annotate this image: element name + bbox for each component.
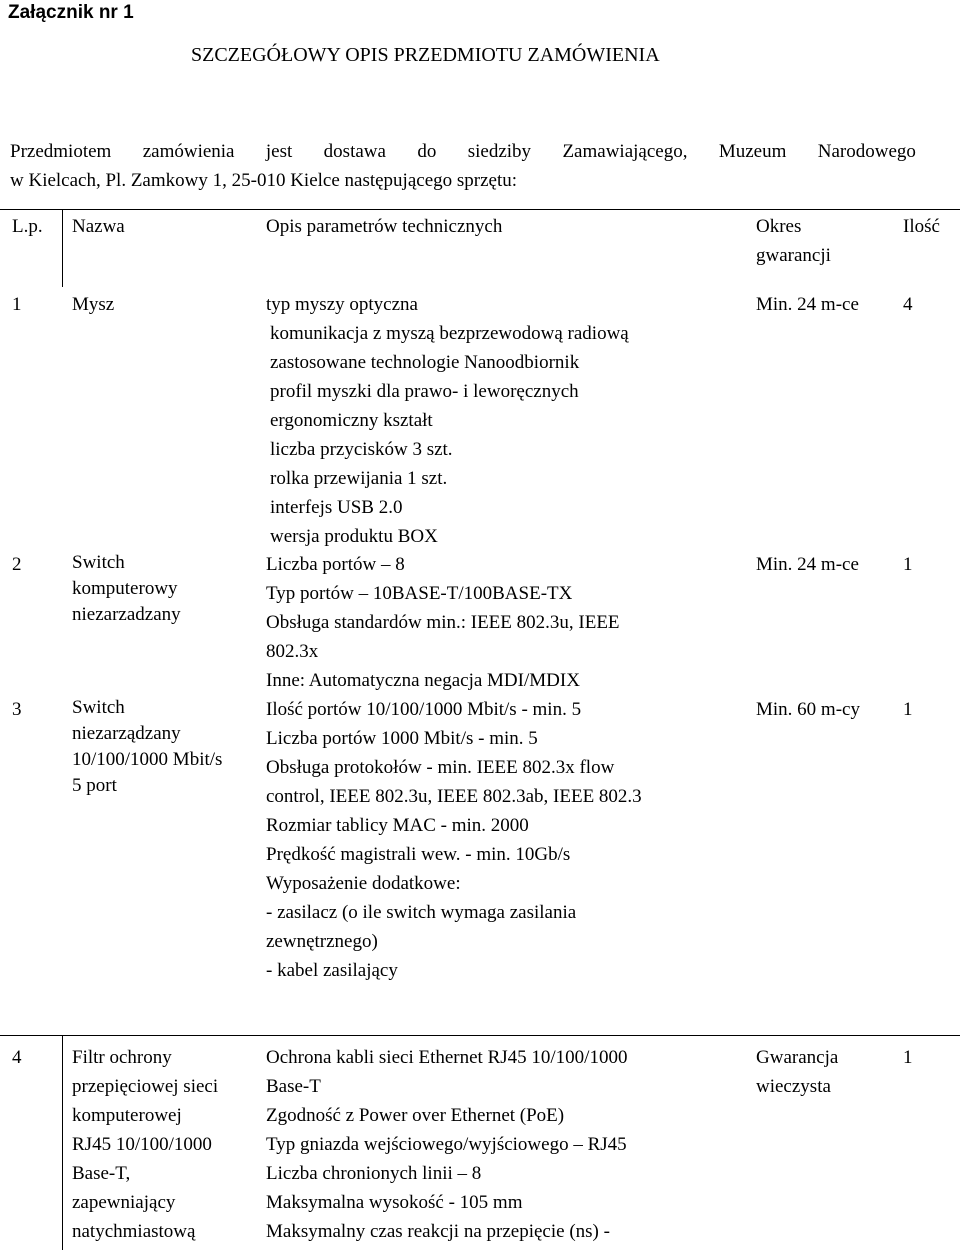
row-3-spec-line: - kabel zasilający [266,960,398,981]
row-4-spec-line: Maksymalna wysokość - 105 mm [266,1192,523,1213]
row-3-spec-line: - zasilacz (o ile switch wymaga zasilania [266,902,577,923]
row-3-spec-line: Ilość portów 10/100/1000 Mbit/s - min. 5 [266,699,582,720]
document-title: SZCZEGÓŁOWY OPIS PRZEDMIOTU ZAMÓWIENIA [191,44,660,66]
column-divider [62,1035,63,1250]
row-1-spec-line: interfejs USB 2.0 [270,497,403,518]
row-3-spec-line: Liczba portów 1000 Mbit/s - min. 5 [266,728,538,749]
row-4-spec-line: Maksymalny czas reakcji na przepięcie (ns) - [266,1221,610,1242]
intro-word: zamówienia [142,141,235,162]
intro-line-2: w Kielcach, Pl. Zamkowy 1, 25-010 Kielce następującego sprzętu: [10,170,518,191]
row-2-spec [266,550,620,695]
row-1-spec-line: liczba przycisków 3 szt. [270,439,453,460]
row-1-spec-line: wersja produktu BOX [270,526,438,547]
row-3-spec [266,695,642,985]
header-warranty [756,212,831,270]
intro-word: do [417,141,437,162]
row-2-name [72,550,181,628]
row-4-name-line: komputerowej [72,1105,182,1126]
row-1-spec-line: zastosowane technologie Nanoodbiornik [270,352,580,373]
row-1-lp: 1 [12,294,22,315]
header-qty: Ilość [903,216,940,237]
row-4-name-line: natychmiastową [72,1221,196,1242]
row-4-spec [266,1043,627,1246]
row-4-warranty-line: wieczysta [756,1076,831,1097]
row-4-name-line: przepięciowej sieci [72,1076,219,1097]
row-2-spec-line: Typ portów – 10BASE-T/100BASE-TX [266,583,573,604]
row-1-spec-line: profil myszki dla prawo- i leworęcznych [270,381,579,402]
row-4-spec-line: Typ gniazda wejściowego/wyjściowego – RJ45 [266,1134,627,1155]
row-4-name-line: Filtr ochrony [72,1047,172,1068]
header-spec: Opis parametrów technicznych [266,216,503,237]
row-4-name-line: Base-T, [72,1163,131,1184]
row-2-warranty: Min. 24 m-ce [756,554,859,575]
row-3-spec-line: Wyposażenie dodatkowe: [266,873,461,894]
row-2-spec-line: Obsługa standardów min.: IEEE 802.3u, IEEE [266,612,620,633]
table-top-border [0,209,960,210]
row-2-spec-line: Inne: Automatyczna negacja MDI/MDIX [266,670,580,691]
header-lp: L.p. [12,216,43,237]
row-4-spec-line: Zgodność z Power over Ethernet (PoE) [266,1105,565,1126]
row-4-name-line: zapewniający [72,1192,176,1213]
row-1-name [72,290,114,319]
row-2-name-line: niezarzadzany [72,604,181,625]
row-4-spec-line: Liczba chronionych linii – 8 [266,1163,482,1184]
row-4-name [72,1043,218,1246]
row-1-spec-line: komunikacja z myszą bezprzewodową radiową [270,323,629,344]
row-3-qty: 1 [903,699,913,720]
row-1-spec [266,290,629,551]
row-1-qty: 4 [903,294,913,315]
intro-word: jest [265,141,293,162]
row-2-name-line: Switch [72,552,125,573]
header-name: Nazwa [72,216,125,237]
intro-word: Muzeum [718,141,787,162]
row-3-name-line: Switch [72,697,125,718]
row-1-name-line: Mysz [72,294,115,315]
row-4-warranty [756,1043,838,1101]
row-4-warranty-line: Gwarancja [756,1047,839,1068]
row-3-warranty: Min. 60 m-cy [756,699,860,720]
row-4-name-line: RJ45 10/100/1000 [72,1134,212,1155]
annex-label: Załącznik nr 1 [8,2,134,23]
intro-line-1 [10,137,916,166]
row-2-qty: 1 [903,554,913,575]
intro-word: siedziby [467,141,532,162]
row-1-spec-line: typ myszy optyczna [266,294,418,315]
row-3-name-line: 10/100/1000 Mbit/s [72,749,223,770]
row-3-name-line: 5 port [72,775,117,796]
intro-word: dostawa [323,141,386,162]
row-3-spec-line: Prędkość magistrali wew. - min. 10Gb/s [266,844,571,865]
row-3-spec-line: Obsługa protokołów - min. IEEE 802.3x flow [266,757,615,778]
row-4-spec-line: Ochrona kabli sieci Ethernet RJ45 10/100/1000 [266,1047,628,1068]
row-3-spec-line: zewnętrznego) [266,931,378,952]
row-2-spec-line: 802.3x [266,641,319,662]
row-4-spec-line: Base-T [266,1076,321,1097]
intro-word: Przedmiotem [10,141,112,162]
row-4-qty: 1 [903,1047,913,1068]
row-2-lp: 2 [12,554,22,575]
intro-word: Zamawiającego, [562,141,688,162]
header-warranty-line: gwarancji [756,245,831,266]
row-3-lp: 3 [12,699,22,720]
intro-word: Narodowego [817,141,916,162]
row-2-spec-line: Liczba portów – 8 [266,554,405,575]
table-row4-top-border [0,1035,960,1036]
row-4-lp: 4 [12,1047,22,1068]
column-divider [62,209,63,287]
row-3-spec-line: Rozmiar tablicy MAC - min. 2000 [266,815,529,836]
row-1-spec-line: rolka przewijania 1 szt. [270,468,448,489]
row-1-spec-line: ergonomiczny kształt [270,410,433,431]
row-3-name-line: niezarządzany [72,723,181,744]
row-1-warranty: Min. 24 m-ce [756,294,859,315]
header-warranty-line: Okres [756,216,802,237]
row-2-name-line: komputerowy [72,578,178,599]
row-3-name [72,695,222,799]
row-3-spec-line: control, IEEE 802.3u, IEEE 802.3ab, IEEE 802.3 [266,786,642,807]
